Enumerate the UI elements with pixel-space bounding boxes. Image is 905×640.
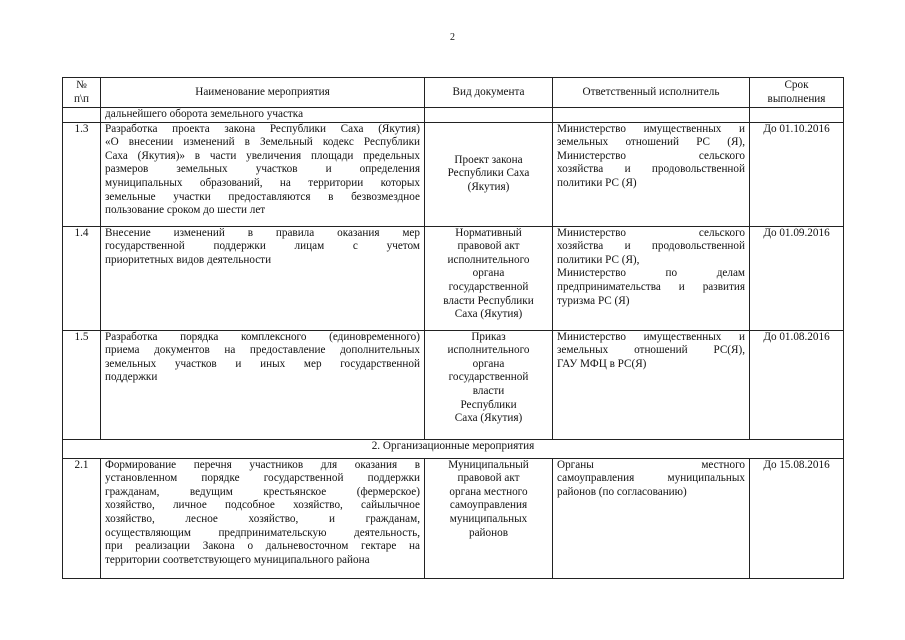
activity-name: Разработка порядка комплексного (единовременного) приема документов на предоставление дополнительных земельных участков и иных мер государственной поддержки (101, 330, 425, 439)
carry-over-text: дальнейшего оборота земельного участка (101, 108, 425, 123)
section-row (63, 439, 844, 458)
page-number: 2 (450, 32, 455, 43)
row-number: 1.4 (63, 226, 101, 330)
deadline: До 01.08.2016 (750, 330, 844, 439)
header-doc: Вид документа (425, 78, 553, 108)
table-row-carry-over (63, 108, 844, 123)
row-number: 2.1 (63, 458, 101, 578)
document-type: Приказ исполнительного органа государственной власти Республики Саха (Якутия) (425, 330, 553, 439)
deadline: До 01.10.2016 (750, 122, 844, 226)
header-resp: Ответственный исполнитель (553, 78, 750, 108)
header-num: № п\п (63, 78, 101, 108)
responsible-executor: Министерство имущественных и земельных отношений РС (Я), Министерство сельского хозяйства и продовольственной политики РС (Я) (553, 122, 750, 226)
table-row (63, 226, 844, 330)
activity-name: Внесение изменений в правила оказания мер государственной поддержки лицам с учетом приоритетных видов деятельности (101, 226, 425, 330)
table-row (63, 330, 844, 439)
activity-name: Разработка проекта закона Республики Саха (Якутия) «О внесении изменений в Земельный кодекс Республики Саха (Якутия)» в части увеличения площади предельных размеров земельных участков и определения муниципальных образований, на территории которых земельные участки предоставляются в безвозмездное пользование сроком до шести лет (101, 122, 425, 226)
table-row (63, 122, 844, 226)
document-type: Проект закона Республики Саха (Якутия) (425, 122, 553, 226)
document-type: Муниципальный правовой акт органа местного самоуправления муниципальных районов (425, 458, 553, 578)
responsible-executor: Министерство имущественных и земельных отношений РС(Я), ГАУ МФЦ в РС(Я) (553, 330, 750, 439)
responsible-executor: Органы местного самоуправления муниципальных районов (по согласованию) (553, 458, 750, 578)
header-date: Срок выполнения (750, 78, 844, 108)
table-row (63, 458, 844, 578)
deadline: До 15.08.2016 (750, 458, 844, 578)
table-header-row (63, 78, 844, 108)
header-name: Наименование мероприятия (101, 78, 425, 108)
row-number: 1.3 (63, 122, 101, 226)
responsible-executor: Министерство сельского хозяйства и продовольственной политики РС (Я), Министерство по делам предпринимательства и развития туризма РС (Я) (553, 226, 750, 330)
activities-table (62, 77, 844, 579)
deadline: До 01.09.2016 (750, 226, 844, 330)
document-type: Нормативный правовой акт исполнительного органа государственной власти Республики Саха (Якутия) (425, 226, 553, 330)
section-title: 2. Организационные мероприятия (63, 439, 844, 458)
activity-name: Формирование перечня участников для оказания в установленном порядке государственной поддержки гражданам, ведущим крестьянское (фермерское) хозяйство, личное подсобное хозяйство, сайылычное хозяйство, лесное хозяйство, и гражданам, осуществляющим предпринимательскую деятельность, при реализации Закона о дальневосточном гектаре на территории соответствующего муниципального района (101, 458, 425, 578)
row-number: 1.5 (63, 330, 101, 439)
